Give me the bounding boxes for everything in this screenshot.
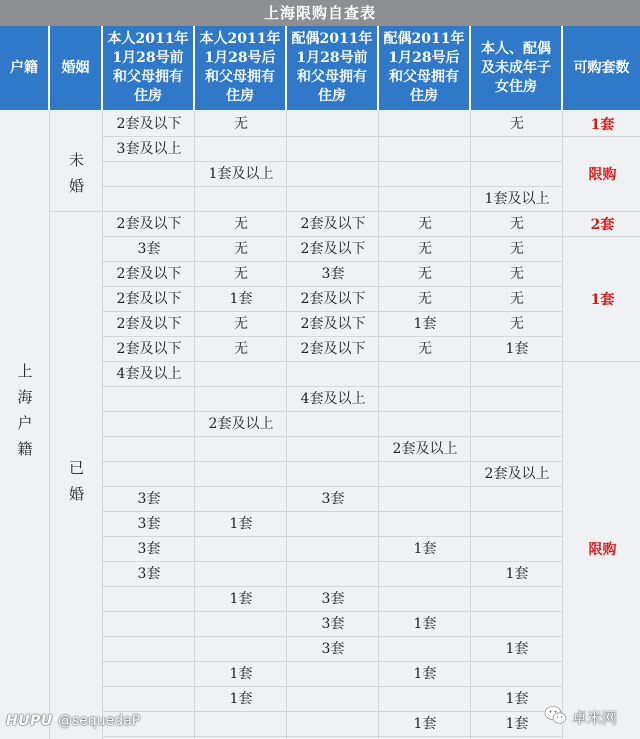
table-cell	[287, 137, 379, 162]
table-cell: 无	[418, 266, 432, 282]
table-cell	[287, 662, 379, 687]
table-cell	[379, 512, 471, 537]
table-cell	[471, 587, 563, 612]
table-cell: 无	[234, 116, 248, 132]
table-cell: 无	[510, 116, 524, 132]
table-cell	[471, 412, 563, 437]
table-cell: 1套	[229, 291, 253, 307]
table-cell	[471, 537, 563, 562]
table-cell	[471, 612, 563, 637]
table-cell: 4套及以上	[300, 391, 366, 407]
header-huji: 户籍	[0, 26, 50, 110]
table-cell: 3套	[137, 516, 161, 532]
table-cell: 无	[418, 341, 432, 357]
table-cell: 2套及以下	[300, 341, 366, 357]
table-cell	[379, 487, 471, 512]
table-cell	[379, 637, 471, 662]
result-label: 1套	[590, 292, 615, 308]
table-cell	[471, 362, 563, 387]
table-cell	[287, 462, 379, 487]
table-cell: 无	[234, 216, 248, 232]
table-cell	[195, 137, 287, 162]
table-cell: 3套	[321, 266, 345, 282]
table-cell	[195, 362, 287, 387]
marital-single-label: 未 婚	[68, 151, 84, 195]
header-self-after: 本人2011年 1月28号后 和父母拥有 住房	[195, 26, 287, 110]
result-label: 限购	[588, 167, 617, 183]
table-cell	[195, 487, 287, 512]
grid-hline	[563, 236, 640, 237]
header-self-before: 本人2011年 1月28号前 和父母拥有 住房	[103, 26, 195, 110]
table-cell: 3套及以上	[116, 141, 182, 157]
table-cell	[471, 662, 563, 687]
table-cell: 2套及以下	[116, 116, 182, 132]
table-cell	[287, 187, 379, 212]
table-cell	[103, 412, 195, 437]
table-cell	[379, 562, 471, 587]
table-cell: 3套	[137, 491, 161, 507]
table-cell	[103, 437, 195, 462]
wechat-icon	[543, 702, 569, 728]
table-cell: 1套	[413, 541, 437, 557]
table-cell: 3套	[321, 591, 345, 607]
table-cell	[195, 637, 287, 662]
table-cell: 无	[234, 341, 248, 357]
table-cell: 1套及以上	[208, 166, 274, 182]
table-cell	[195, 187, 287, 212]
table-cell	[379, 137, 471, 162]
table-cell: 1套	[229, 516, 253, 532]
table-cell: 2套及以下	[116, 291, 182, 307]
table-cell: 1套及以上	[484, 191, 550, 207]
table-cell	[379, 462, 471, 487]
table-cell: 3套	[321, 616, 345, 632]
table-cell: 4套及以上	[116, 366, 182, 382]
watermark-brand: 卓米网	[572, 709, 618, 727]
table-cell	[379, 387, 471, 412]
table-cell: 无	[418, 216, 432, 232]
table-cell	[287, 512, 379, 537]
table-cell: 无	[510, 216, 524, 232]
table-cell	[287, 362, 379, 387]
table-cell	[287, 687, 379, 712]
table-cell: 2套及以下	[300, 291, 366, 307]
table-cell	[195, 537, 287, 562]
table-cell	[103, 612, 195, 637]
table-cell	[103, 462, 195, 487]
header-allowed-count: 可购套数	[563, 26, 640, 110]
table-cell: 1套	[413, 616, 437, 632]
table-cell: 无	[234, 316, 248, 332]
table-cell: 无	[510, 266, 524, 282]
table-cell	[471, 437, 563, 462]
table-cell: 2套及以上	[392, 441, 458, 457]
grid-hline	[563, 136, 640, 137]
table-cell: 3套	[321, 641, 345, 657]
table-cell: 无	[418, 241, 432, 257]
table-cell	[379, 112, 471, 137]
table-cell	[379, 162, 471, 187]
table-cell	[471, 137, 563, 162]
table-cell	[195, 612, 287, 637]
table-cell	[379, 362, 471, 387]
table-cell: 3套	[137, 241, 161, 257]
table-cell: 2套及以下	[300, 241, 366, 257]
table-cell: 1套	[413, 666, 437, 682]
grid-hline	[563, 211, 640, 212]
table-cell: 1套	[505, 566, 529, 582]
table-cell: 1套	[413, 716, 437, 732]
table-cell	[471, 487, 563, 512]
table-cell: 3套	[321, 491, 345, 507]
table-cell	[103, 387, 195, 412]
grid-hline	[563, 361, 640, 362]
table-cell: 无	[234, 241, 248, 257]
table-cell	[195, 462, 287, 487]
table-cell	[103, 687, 195, 712]
table-cell	[103, 162, 195, 187]
header-spouse-before: 配偶2011年 1月28号前 和父母拥有 住房	[287, 26, 379, 110]
watermark-site: HUPU	[6, 713, 53, 729]
watermark-user: @sequedaP	[58, 713, 141, 729]
table-cell	[195, 712, 287, 737]
table-cell	[471, 512, 563, 537]
result-label: 1套	[590, 117, 615, 133]
header-family-housing: 本人、配偶 及未成年子 女住房	[471, 26, 563, 110]
table-cell	[287, 537, 379, 562]
header-spouse-after: 配偶2011年 1月28号后 和父母拥有 住房	[379, 26, 471, 110]
table-cell	[287, 162, 379, 187]
table-cell: 2套及以下	[300, 216, 366, 232]
table-cell	[287, 712, 379, 737]
table-cell	[287, 562, 379, 587]
table-cell: 2套及以上	[484, 466, 550, 482]
table-cell: 无	[510, 241, 524, 257]
result-label: 限购	[588, 542, 617, 558]
table-cell: 2套及以上	[208, 416, 274, 432]
grid-hline	[50, 211, 103, 212]
table-cell	[379, 412, 471, 437]
table-cell	[471, 162, 563, 187]
table-cell	[287, 412, 379, 437]
table-cell	[379, 187, 471, 212]
table-cell: 1套	[229, 591, 253, 607]
table-cell	[287, 112, 379, 137]
table-cell	[195, 437, 287, 462]
table-cell	[103, 637, 195, 662]
table-cell: 无	[234, 266, 248, 282]
table-cell: 2套及以下	[116, 266, 182, 282]
table-cell: 1套	[505, 716, 529, 732]
table-cell	[103, 187, 195, 212]
table-cell: 2套及以下	[116, 341, 182, 357]
table-cell	[195, 562, 287, 587]
table-cell: 1套	[229, 691, 253, 707]
table-cell: 无	[510, 316, 524, 332]
table-cell	[103, 662, 195, 687]
table-cell	[195, 387, 287, 412]
table-cell: 无	[510, 291, 524, 307]
table-cell	[287, 437, 379, 462]
table-cell	[379, 687, 471, 712]
marital-married-label: 已 婚	[68, 459, 84, 503]
table-cell: 2套及以下	[116, 216, 182, 232]
result-label: 2套	[590, 217, 615, 233]
table-cell	[103, 587, 195, 612]
table-cell: 1套	[505, 641, 529, 657]
table-cell	[471, 387, 563, 412]
table-cell: 2套及以下	[300, 316, 366, 332]
table-cell: 无	[418, 291, 432, 307]
huji-label: 上 海 户 籍	[17, 362, 33, 458]
table-cell: 1套	[505, 691, 529, 707]
table-cell: 3套	[137, 541, 161, 557]
table-cell	[379, 587, 471, 612]
table-cell: 3套	[137, 566, 161, 582]
table-cell: 1套	[229, 666, 253, 682]
header-marital: 婚姻	[50, 26, 103, 110]
table-cell: 1套	[505, 341, 529, 357]
table-cell: 1套	[413, 316, 437, 332]
table-title: 上海限购自查表	[0, 0, 640, 26]
table-cell: 2套及以下	[116, 316, 182, 332]
